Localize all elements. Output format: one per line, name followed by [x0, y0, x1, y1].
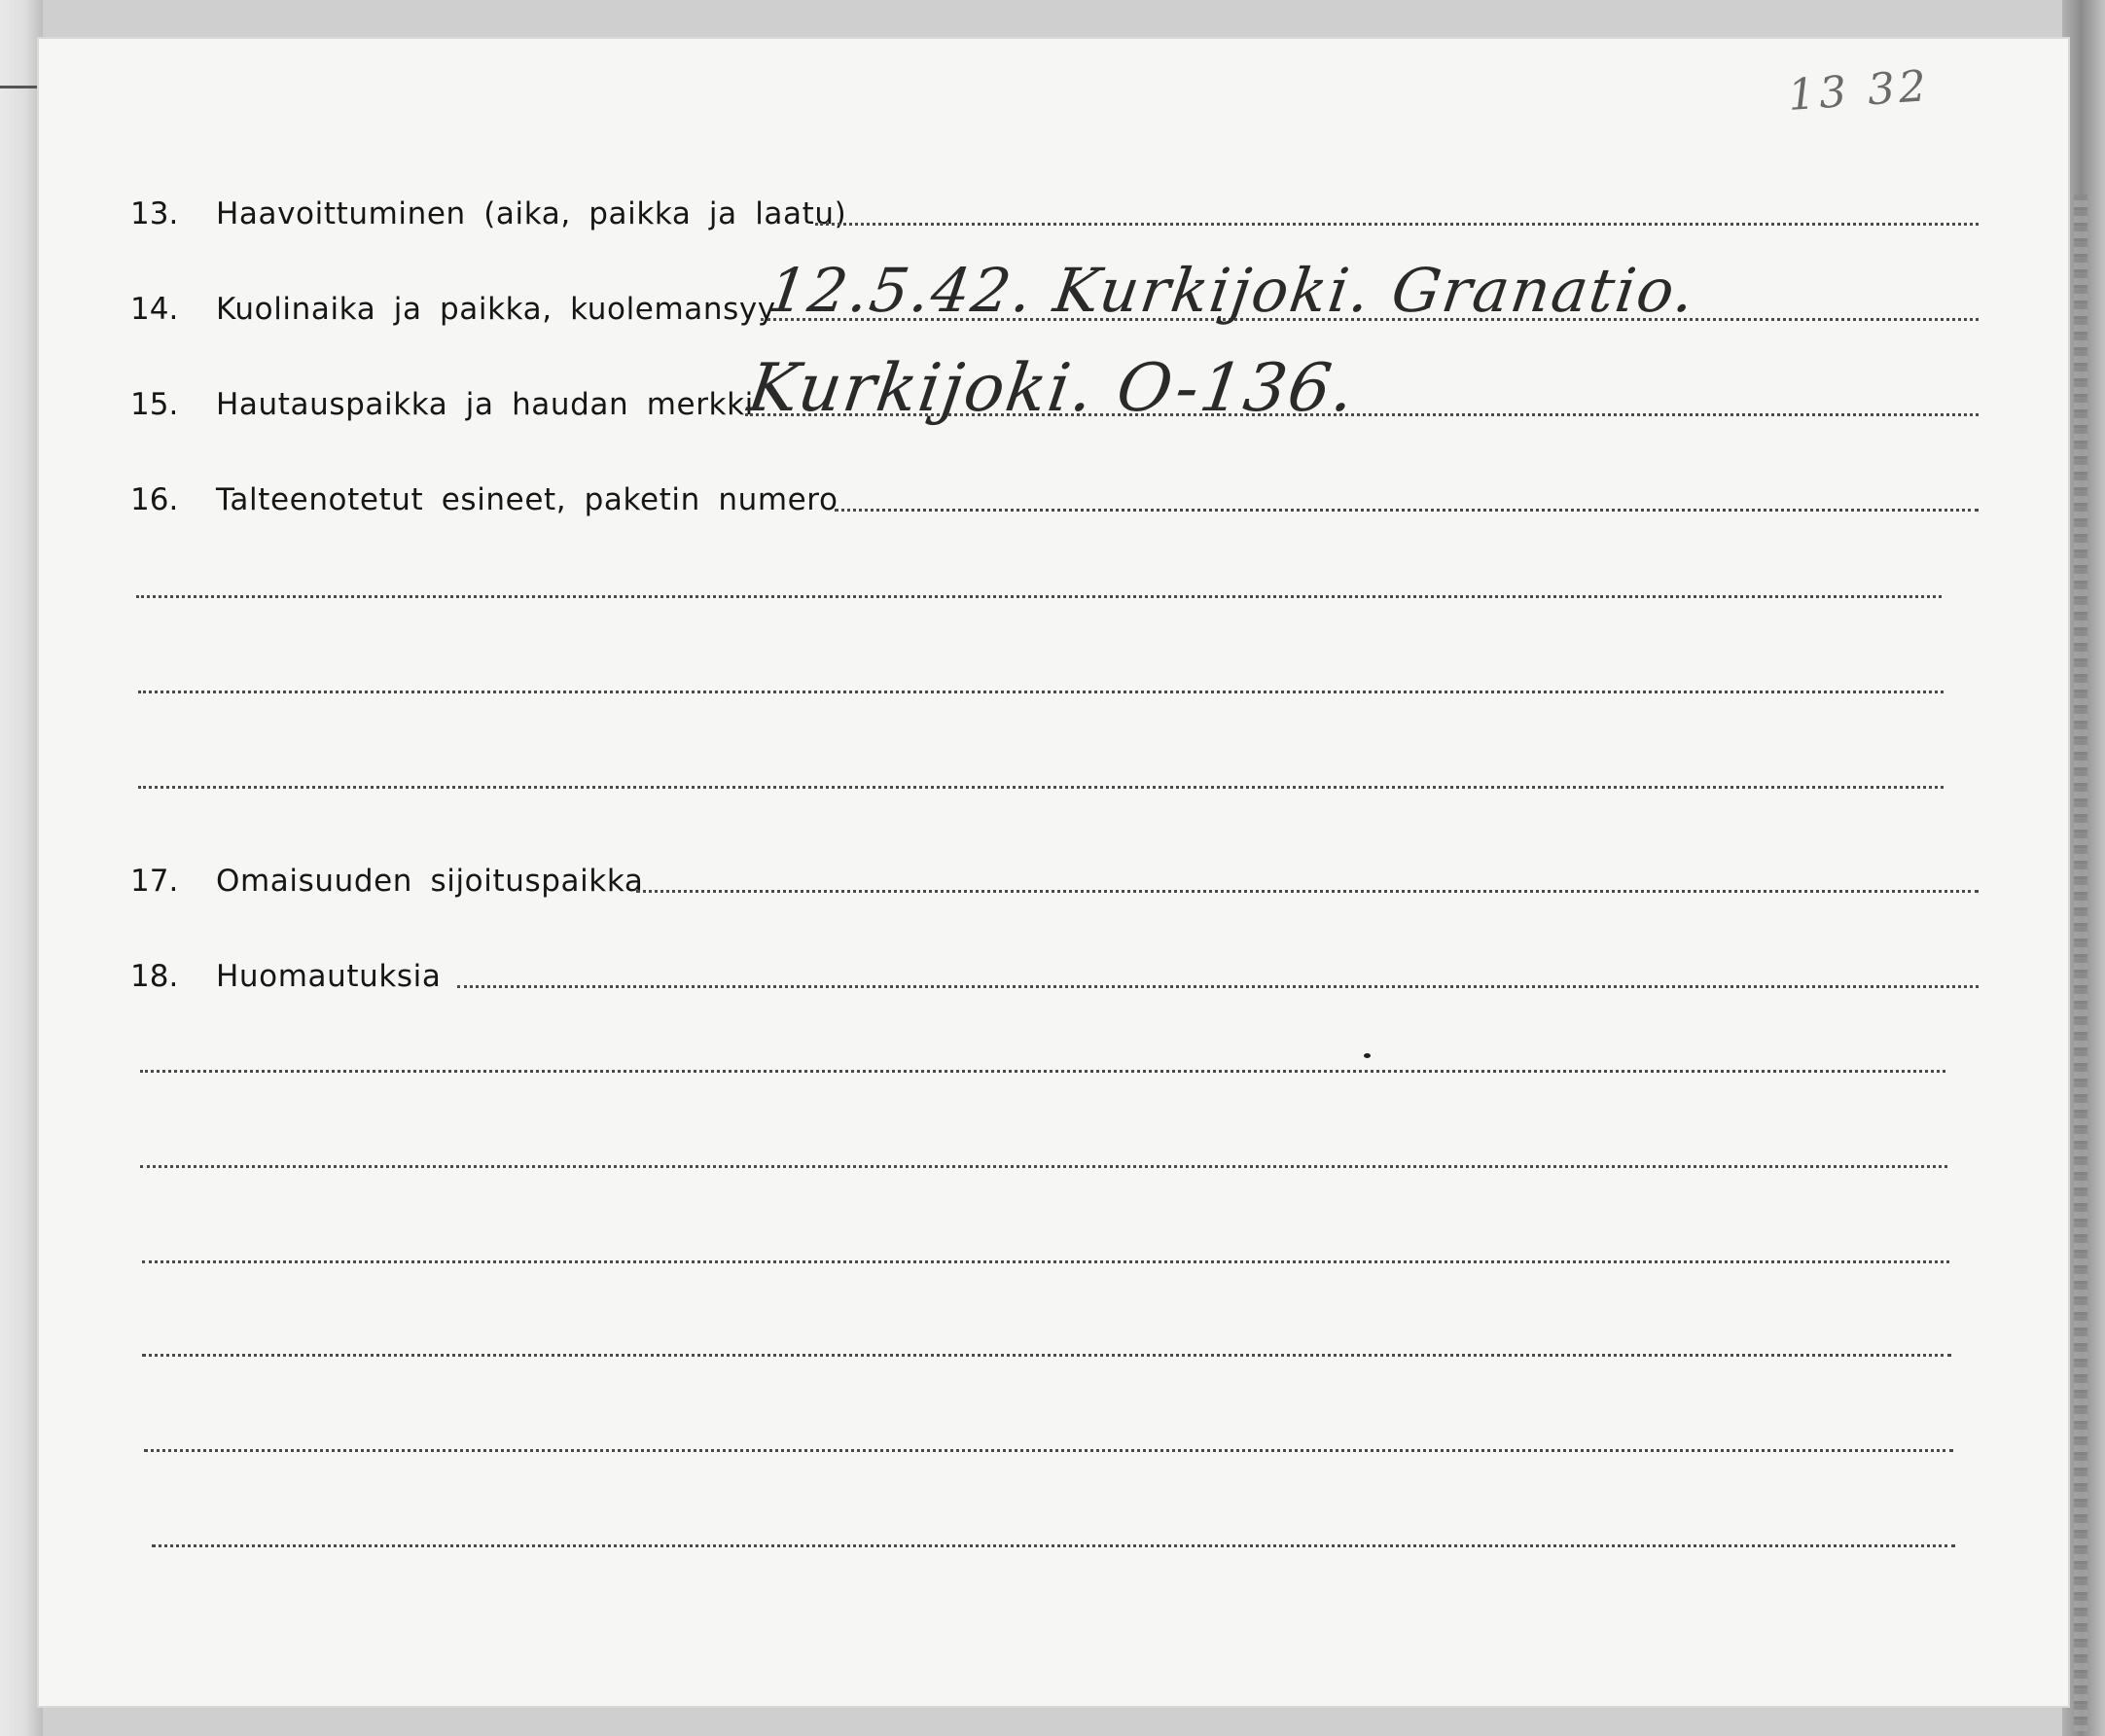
- blank-line: [152, 1544, 1955, 1547]
- blank-line: [144, 1449, 1953, 1452]
- field-label: Huomautuksia: [216, 959, 442, 994]
- field-number: 15.: [130, 387, 179, 422]
- blank-line: [138, 691, 1944, 693]
- field-number: 14.: [130, 292, 179, 327]
- handwritten-death-entry: 12.5.42. Kurkijoki. Granatio.: [763, 255, 1701, 326]
- blank-line: [142, 1354, 1951, 1357]
- blank-line: [136, 595, 1942, 598]
- fill-in-line: [815, 223, 1979, 226]
- fill-in-line: [457, 985, 1979, 988]
- field-16-talteenotetut-esineet: [130, 473, 1979, 521]
- field-number: 18.: [130, 959, 179, 994]
- handwritten-burial-entry: Kurkijoki. O-136.: [743, 350, 1361, 427]
- scan-right-edge-texture: [2074, 195, 2087, 1731]
- field-label: Talteenotetut esineet, paketin numero: [216, 482, 838, 517]
- scan-edge-mark: [0, 86, 39, 89]
- corner-note: 13 32: [1786, 60, 1932, 122]
- field-number: 17.: [130, 864, 179, 899]
- field-label: Omaisuuden sijoituspaikka: [216, 864, 644, 899]
- field-13-haavoittuminen: [130, 187, 1979, 235]
- field-number: 16.: [130, 482, 179, 517]
- blank-line: [140, 1165, 1947, 1168]
- blank-line: [140, 1070, 1945, 1073]
- field-18-huomautuksia: [130, 949, 1979, 998]
- field-label: Hautauspaikka ja haudan merkki: [216, 387, 754, 422]
- fill-in-line: [636, 890, 1979, 893]
- blank-line: [138, 786, 1944, 789]
- field-label: Kuolinaika ja paikka, kuolemansyy: [216, 292, 776, 327]
- ink-speck: [1364, 1053, 1371, 1058]
- field-label: Haavoittuminen (aika, paikka ja laatu): [216, 196, 847, 231]
- fill-in-line: [835, 509, 1979, 512]
- field-number: 13.: [130, 196, 179, 231]
- field-17-omaisuuden-sijoituspaikka: [130, 854, 1979, 903]
- blank-line: [142, 1260, 1949, 1263]
